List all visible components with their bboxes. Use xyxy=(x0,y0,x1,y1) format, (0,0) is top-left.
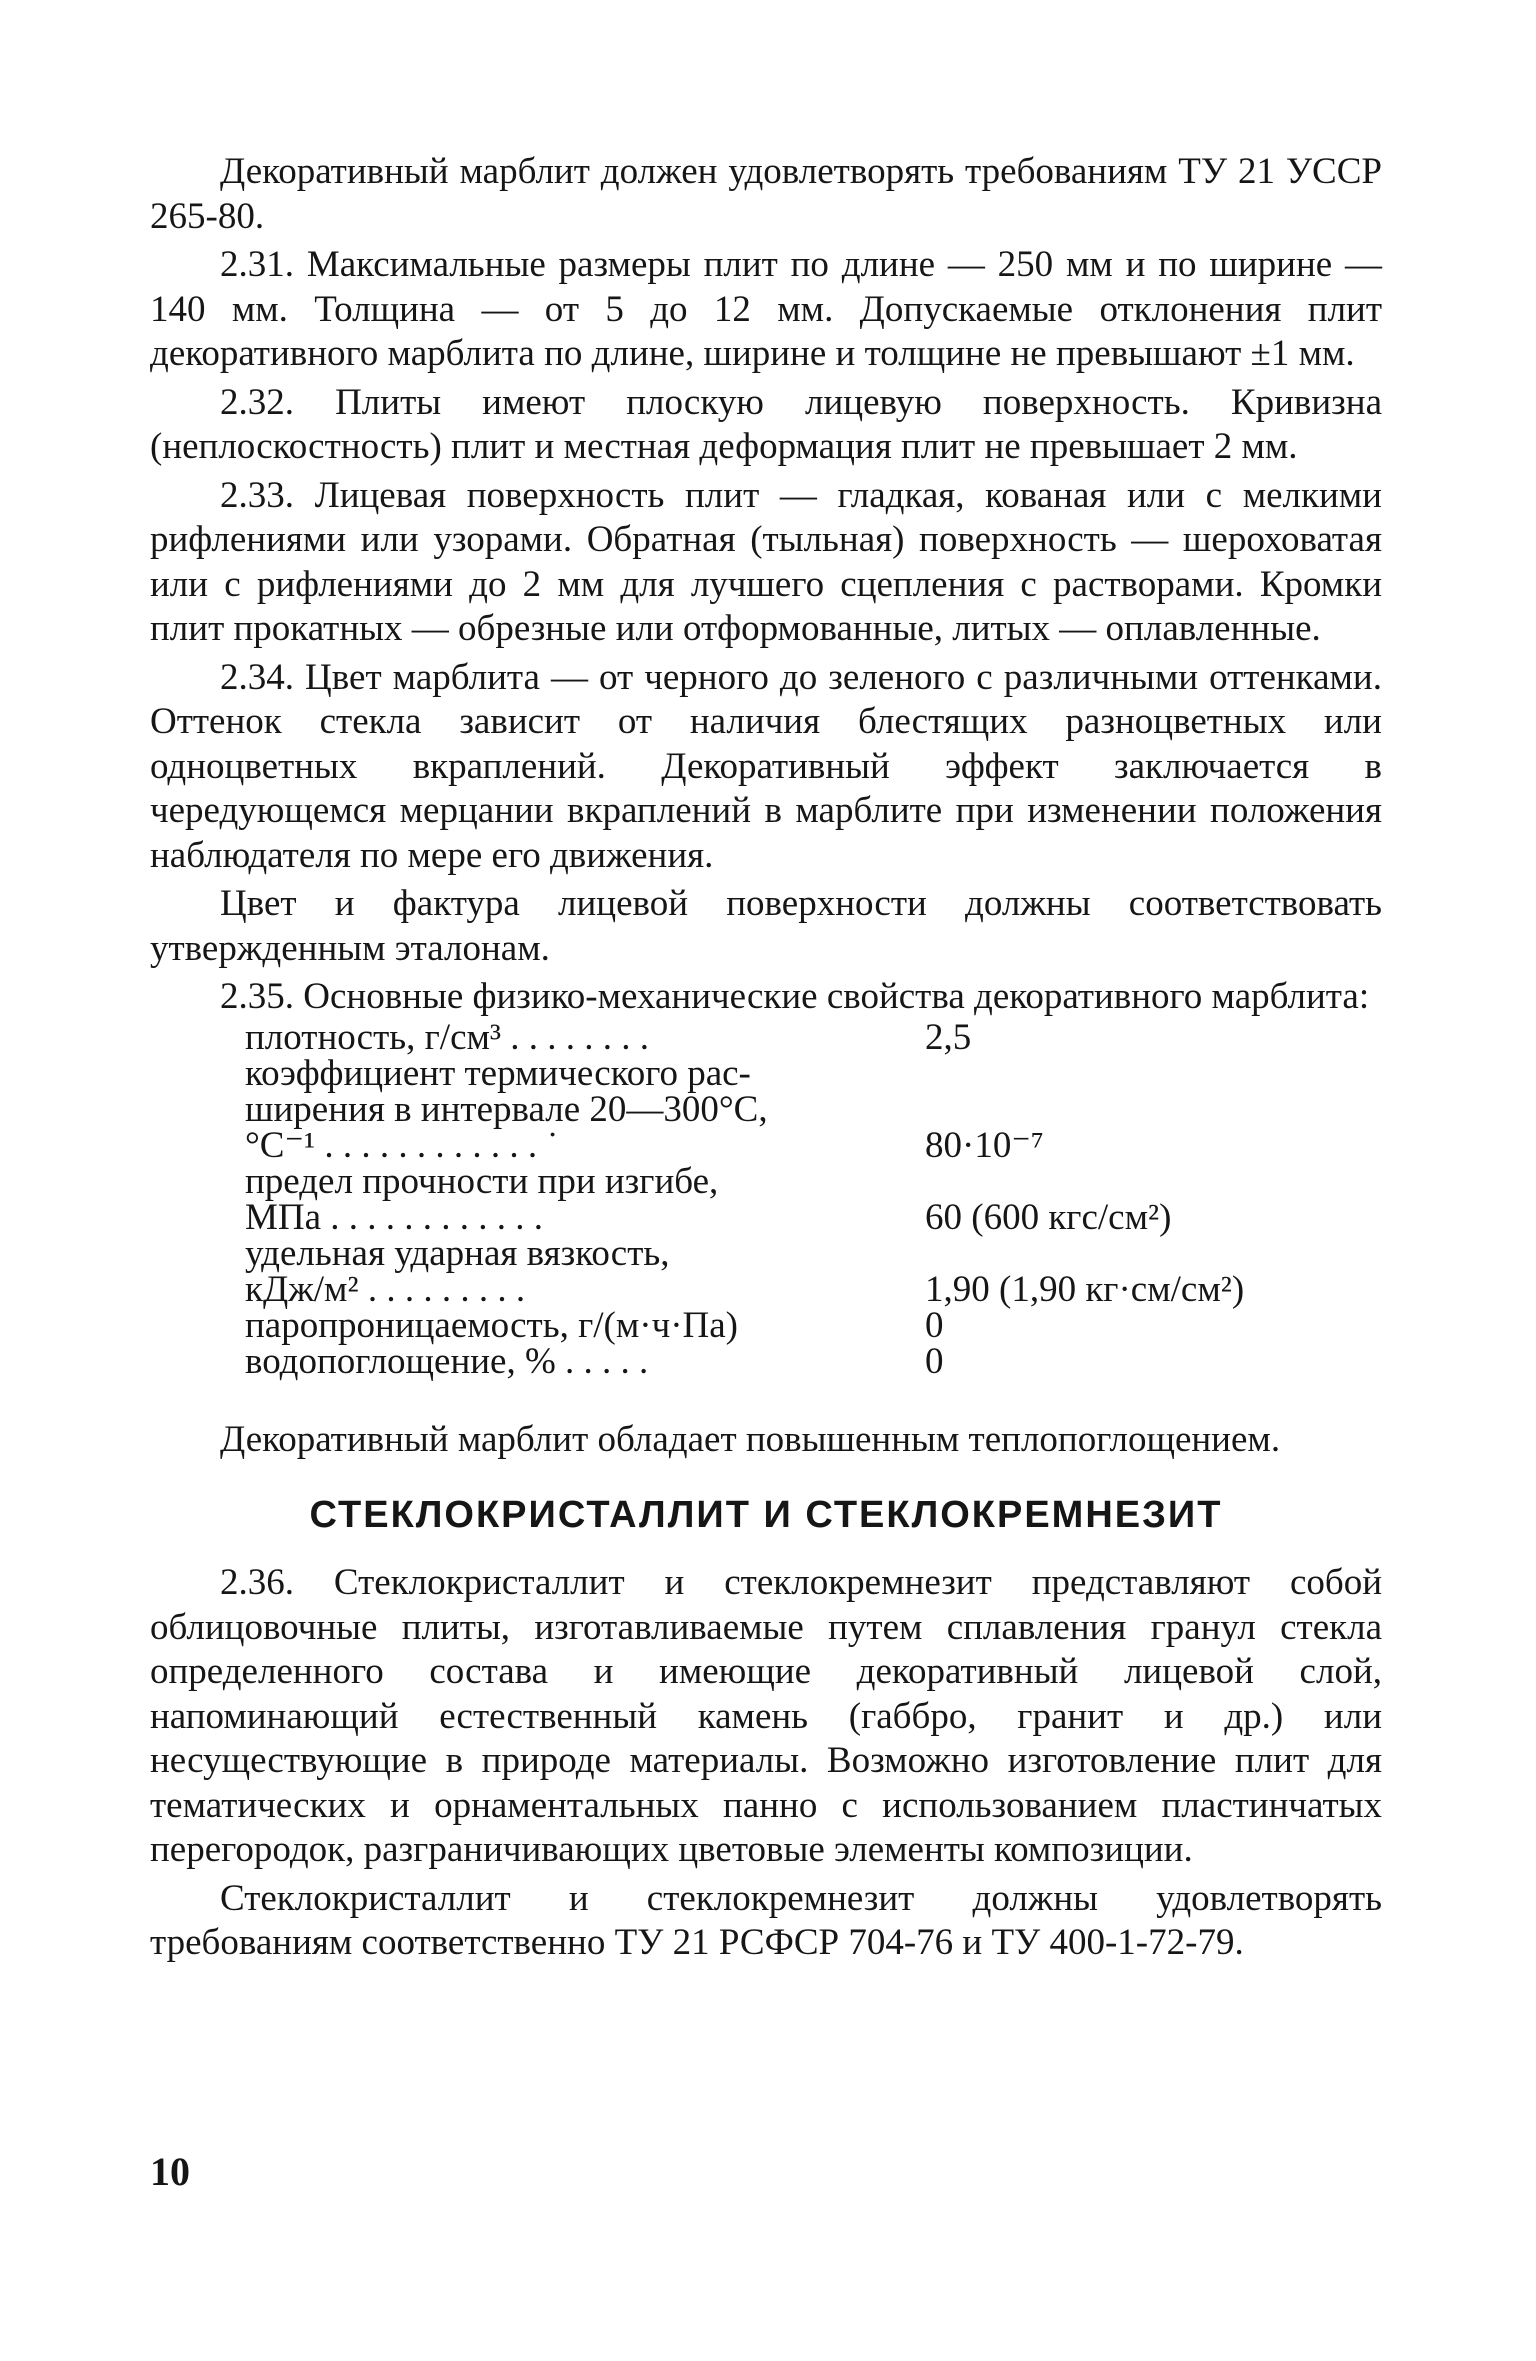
property-name: плотность, г/см³ . . . . . . . . xyxy=(245,1016,650,1058)
property-row-strength-2 xyxy=(245,1196,1365,1238)
property-row-density xyxy=(245,1016,1365,1058)
paragraph-2-35: 2.35. Основные физико-механические свойства декоративного марблита: xyxy=(220,976,1370,1017)
paragraph-color-texture: Цвет и фактура лицевой поверхности должны соответствовать утвержденным эталонам. xyxy=(150,883,1382,969)
property-row-strength-1 xyxy=(245,1160,1365,1202)
paragraph-2-31: 2.31. Максимальные размеры плит по длине — 250 мм и по ширине — 140 мм. Толщина — от 5 до 12 мм. Допускаемые отклонения плит декоративного марблита по длине, ширине и толщине не превышают ±1 мм. xyxy=(150,244,1382,374)
property-value: 80·10⁻⁷ xyxy=(925,1124,1044,1166)
property-name: водопоглощение, % . . . . . xyxy=(245,1340,649,1382)
page-number: 10 xyxy=(150,2149,190,2194)
property-value: 0 xyxy=(925,1340,944,1382)
paragraph-2-36: 2.36. Стеклокристаллит и стеклокремнезит представляют собой облицовочные плиты, изготавливаемые путем сплавления гранул стекла определенного состава и имеющие декоративный лицевой слой, напоминающий естественный камень (габбро, гранит и др.) или несуществующие в природе материалы. Возможно изготовление плит для тематических и орнаментальных панно с использованием пластинчатых перегородок, разграничивающих цветовые элементы композиции. xyxy=(150,1562,1382,1870)
paragraph-2-32: 2.32. Плиты имеют плоскую лицевую поверхность. Кривизна (неплоскостность) плит и местная деформация плит не превышает 2 мм. xyxy=(150,381,1382,467)
property-row-expansion-2 xyxy=(245,1088,1365,1130)
property-row-expansion-1 xyxy=(245,1052,1365,1094)
property-name: кДж/м² . . . . . . . . . xyxy=(245,1268,526,1310)
property-row-impact-2 xyxy=(245,1268,1365,1310)
property-row-vapor xyxy=(245,1304,1365,1346)
property-name: ширения в интервале 20—300°С, xyxy=(245,1088,768,1130)
property-value: 2,5 xyxy=(925,1016,972,1058)
property-row-expansion-3 xyxy=(245,1124,1365,1166)
property-row-impact-1 xyxy=(245,1232,1365,1274)
properties-table xyxy=(245,1016,1365,1382)
property-value: 0 xyxy=(925,1304,944,1346)
paragraph-2-33: 2.33. Лицевая поверхность плит — гладкая, кованая или с мелкими рифлениями или узорами. Обратная (тыльная) поверхность — шероховатая или с рифлениями до 2 мм для лучшего сцепления с растворами. Кромки плит прокатных — обрезные или отформованные, литых — оплавленные. xyxy=(150,474,1382,649)
paragraph-2-34: 2.34. Цвет марблита — от черного до зеленого с различными оттенками. Оттенок стекла зависит от наличия блестящих разноцветных или одноцветных вкраплений. Декоративный эффект заключается в чередующемся мерцании вкраплений в марблите при изменении положения наблюдателя по мере его движения. xyxy=(150,656,1382,876)
property-name: °С⁻¹ . . . . . . . . . . . . ˙ xyxy=(245,1124,559,1166)
paragraph-tu-requirements: Декоративный марблит должен удовлетворять требованиям ТУ 21 УССР 265-80. xyxy=(150,151,1382,237)
property-value: 60 (600 кгс/см²) xyxy=(925,1196,1172,1238)
paragraph-tu-glass: Стеклокристаллит и стеклокремнезит должны удовлетворять требованиям соответственно ТУ 21 РСФСР 704-76 и ТУ 400-1-72-79. xyxy=(150,1877,1382,1963)
property-value: 1,90 (1,90 кг·см/см²) xyxy=(925,1268,1245,1310)
document-page xyxy=(150,150,1382,1966)
property-name: паропроницаемость, г/(м·ч·Па) xyxy=(245,1304,738,1346)
property-name: коэффициент термического рас- xyxy=(245,1052,751,1094)
property-name: МПа . . . . . . . . . . . . xyxy=(245,1196,544,1238)
property-row-absorption xyxy=(245,1340,1365,1382)
paragraph-heat-absorption: Декоративный марблит обладает повышенным теплопоглощением. xyxy=(220,1418,1281,1460)
property-name: удельная ударная вязкость, xyxy=(245,1232,670,1274)
property-name: предел прочности при изгибе, xyxy=(245,1160,719,1202)
section-heading: СТЕКЛОКРИСТАЛЛИТ И СТЕКЛОКРЕМНЕЗИТ xyxy=(309,1494,1223,1536)
